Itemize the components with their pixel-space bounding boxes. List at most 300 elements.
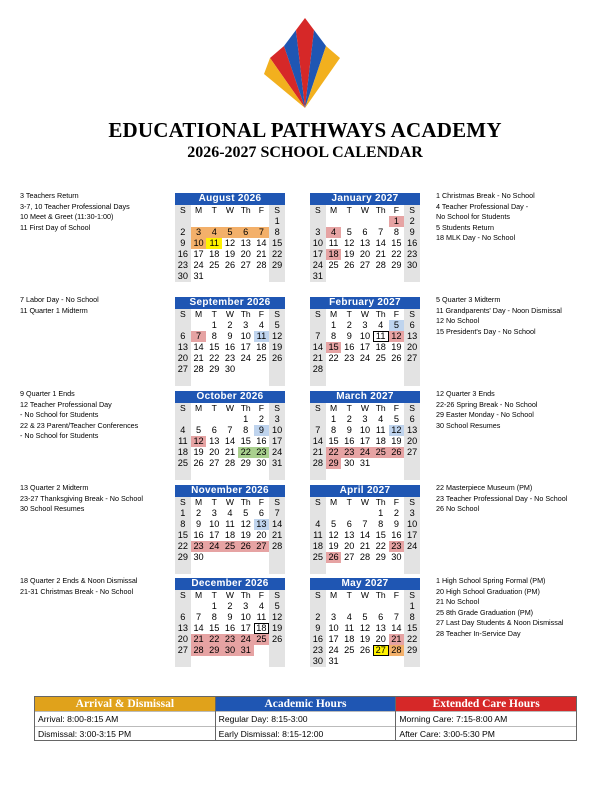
weekday-label: W: [360, 205, 370, 215]
day-cell: 4: [310, 519, 326, 530]
day-cell: 15: [391, 238, 402, 248]
empty-day-cell: [206, 271, 222, 282]
day-cell: 4: [346, 612, 352, 622]
month-grid: [175, 590, 285, 667]
weekday-label: Th: [375, 403, 386, 413]
day-cell: 3: [310, 227, 326, 238]
empty-day-cell: [254, 216, 270, 227]
day-cell: 29: [175, 552, 191, 563]
weekday-label: T: [211, 497, 217, 507]
empty-day-cell: [191, 320, 207, 331]
day-cell: 24: [206, 541, 222, 552]
empty-day-cell: [389, 469, 405, 480]
empty-day-cell: [404, 469, 420, 480]
day-cell: 20: [344, 541, 355, 551]
day-cell: 22: [328, 353, 339, 363]
weekday-label: F: [393, 403, 400, 413]
empty-day-cell: [269, 645, 285, 656]
day-cell: 2: [346, 414, 352, 424]
day-cell: 7: [269, 508, 285, 519]
note-line: - No School for Students: [20, 431, 99, 441]
day-cell: 15: [375, 530, 386, 540]
day-cell: 31: [328, 656, 339, 666]
day-cell: 5: [196, 425, 202, 435]
empty-day-cell: [254, 271, 270, 282]
empty-day-cell: [222, 656, 238, 667]
weekday-label: T: [211, 309, 217, 319]
weekday-label: F: [258, 403, 265, 413]
weekday-label: T: [211, 403, 217, 413]
empty-day-cell: [254, 645, 270, 656]
day-cell: 17: [193, 249, 204, 259]
empty-day-cell: [175, 375, 191, 386]
note-line: 30 School Resumes: [436, 420, 501, 430]
day-cell: 14: [310, 342, 326, 353]
day-cell: 17: [310, 249, 326, 260]
calendar-april-2027: [310, 485, 420, 574]
day-cell: 26: [269, 353, 285, 364]
empty-day-cell: [357, 656, 373, 667]
day-cell: 4: [227, 508, 233, 518]
day-cell: 24: [269, 447, 285, 458]
empty-day-cell: [206, 552, 222, 563]
empty-day-cell: [191, 375, 207, 386]
day-cell: 13: [175, 623, 191, 634]
empty-day-cell: [269, 552, 285, 563]
empty-day-cell: [389, 364, 405, 375]
empty-day-cell: [357, 601, 373, 612]
weekday-label: M: [329, 590, 338, 600]
day-cell: 22: [375, 541, 386, 551]
day-cell: 27: [359, 260, 371, 270]
empty-day-cell: [222, 552, 238, 563]
day-cell: 9: [346, 331, 352, 341]
day-cell: 11: [256, 612, 267, 622]
empty-day-cell: [326, 563, 342, 574]
day-cell: 21: [310, 447, 326, 458]
day-cell: 31: [238, 645, 254, 656]
day-cell: 12: [389, 425, 405, 436]
day-cell: 2: [175, 227, 191, 238]
day-cell: 14: [193, 342, 204, 352]
notes-august: [20, 191, 130, 233]
day-cell: 22: [209, 353, 220, 363]
empty-day-cell: [254, 552, 270, 563]
day-cell: 25: [175, 458, 191, 469]
notes-may: [436, 576, 563, 640]
weekday-label: F: [393, 309, 400, 319]
note-line: 18 Quarter 2 Ends & Noon Dismissal: [20, 576, 138, 585]
day-cell: 13: [404, 331, 420, 342]
weekday-label: T: [346, 309, 352, 319]
weekday-label: S: [175, 403, 191, 414]
day-cell: 11: [344, 623, 355, 633]
empty-day-cell: [357, 469, 373, 480]
day-cell: 13: [344, 530, 355, 540]
empty-day-cell: [206, 375, 222, 386]
empty-day-cell: [254, 656, 270, 667]
month-title: February 2027: [310, 297, 420, 309]
day-cell: 18: [310, 541, 326, 552]
day-cell: 8: [243, 425, 249, 435]
day-cell: 12: [344, 238, 355, 248]
notes-march: [436, 389, 537, 431]
day-cell: 26: [269, 634, 285, 645]
day-cell: 27: [175, 645, 191, 656]
weekday-label: S: [269, 309, 285, 320]
calendar-august-2026: [175, 193, 285, 282]
day-cell: 12: [269, 612, 285, 623]
calendar-november-2026: [175, 485, 285, 574]
day-cell: 2: [393, 508, 399, 518]
empty-day-cell: [326, 375, 342, 386]
note-line: 11 Quarter 1 Midterm: [20, 305, 88, 315]
day-cell: 26: [193, 458, 204, 468]
month-title: April 2027: [310, 485, 420, 497]
regular-day-hours: Regular Day: 8:15-3:00: [216, 711, 396, 726]
empty-day-cell: [357, 563, 373, 574]
day-cell: 16: [224, 623, 236, 633]
day-cell: 1: [331, 414, 337, 424]
empty-day-cell: [326, 271, 342, 282]
empty-day-cell: [238, 364, 254, 375]
day-cell: 4: [326, 227, 342, 238]
day-cell: 6: [404, 414, 420, 425]
day-cell: 8: [211, 612, 217, 622]
day-cell: 18: [344, 634, 355, 644]
day-cell: 9: [346, 425, 352, 435]
empty-day-cell: [389, 375, 405, 386]
day-cell: 5: [269, 601, 285, 612]
day-cell: 28: [359, 552, 371, 562]
day-cell: 13: [175, 342, 191, 353]
empty-day-cell: [373, 469, 389, 480]
day-cell: 5: [389, 320, 405, 331]
day-cell: 30: [224, 364, 236, 374]
empty-day-cell: [191, 656, 207, 667]
weekday-label: Th: [375, 309, 386, 319]
day-cell: 2: [196, 508, 202, 518]
note-line: 11 Grandparents' Day - Noon Dismissal: [436, 305, 562, 315]
note-line: 12 Teacher Professional Day: [20, 399, 112, 409]
day-cell: 4: [175, 425, 191, 436]
month-title: October 2026: [175, 391, 285, 403]
weekday-label: S: [404, 309, 420, 320]
academy-logo: [262, 16, 348, 110]
day-cell: 10: [209, 519, 220, 529]
empty-day-cell: [191, 563, 207, 574]
day-cell: 5: [346, 227, 352, 237]
day-cell: 25: [373, 447, 389, 458]
day-cell: 29: [269, 260, 285, 271]
day-cell: 27: [373, 645, 389, 656]
weekday-label: W: [360, 497, 370, 507]
weekday-label: S: [269, 497, 285, 508]
day-cell: 27: [254, 541, 270, 552]
empty-day-cell: [206, 216, 222, 227]
note-line: 22 Masterpiece Museum (PM): [436, 483, 533, 492]
weekday-label: M: [194, 590, 203, 600]
day-cell: 20: [404, 342, 420, 353]
weekday-label: T: [346, 590, 352, 600]
school-name: EDUCATIONAL PATHWAYS ACADEMY: [108, 118, 502, 142]
empty-day-cell: [357, 271, 373, 282]
day-cell: 6: [362, 227, 368, 237]
day-cell: 18: [175, 447, 191, 458]
day-cell: 24: [357, 447, 373, 458]
day-cell: 24: [240, 353, 251, 363]
day-cell: 14: [256, 238, 267, 248]
empty-day-cell: [341, 508, 357, 519]
day-cell: 9: [254, 425, 270, 436]
day-cell: 22: [326, 447, 342, 458]
day-cell: 3: [243, 320, 249, 330]
day-cell: 24: [238, 634, 254, 645]
day-cell: 28: [269, 541, 285, 552]
day-cell: 23: [222, 634, 238, 645]
notes-october: [20, 389, 138, 442]
day-cell: 30: [404, 260, 420, 271]
empty-day-cell: [269, 469, 285, 480]
weekday-label: W: [225, 403, 235, 413]
day-cell: 11: [328, 238, 339, 248]
note-line: 20 High School Graduation (PM): [436, 586, 540, 596]
day-cell: 29: [391, 260, 402, 270]
weekday-label: F: [393, 205, 400, 215]
day-cell: 19: [344, 249, 355, 259]
month-title: December 2026: [175, 578, 285, 590]
day-cell: 19: [224, 249, 236, 259]
day-cell: 19: [328, 541, 339, 551]
day-cell: 31: [193, 271, 204, 281]
note-line: 21-31 Christmas Break - No School: [20, 586, 134, 596]
day-cell: 20: [375, 634, 386, 644]
empty-day-cell: [238, 469, 254, 480]
day-cell: 4: [258, 320, 264, 330]
note-line: 25 8th Grade Graduation (PM): [436, 607, 534, 617]
day-cell: 16: [193, 530, 204, 540]
weekday-label: W: [360, 309, 370, 319]
day-cell: 7: [310, 425, 326, 436]
day-cell: 31: [310, 271, 326, 282]
day-cell: 23: [404, 249, 420, 260]
academic-hours-header: Academic Hours: [216, 697, 396, 711]
day-cell: 30: [175, 271, 191, 282]
day-cell: 19: [391, 342, 402, 352]
day-cell: 8: [404, 612, 420, 623]
day-cell: 23: [254, 447, 270, 458]
day-cell: 19: [269, 623, 285, 634]
empty-day-cell: [191, 216, 207, 227]
day-cell: 7: [254, 227, 270, 238]
day-cell: 20: [240, 249, 251, 259]
weekday-label: F: [393, 590, 400, 600]
empty-day-cell: [404, 552, 420, 563]
day-cell: 8: [331, 425, 337, 435]
empty-day-cell: [222, 375, 238, 386]
empty-day-cell: [175, 563, 191, 574]
day-cell: 6: [346, 519, 352, 529]
note-line: No School for Students: [436, 212, 510, 222]
day-cell: 8: [331, 331, 337, 341]
day-cell: 25: [256, 353, 267, 363]
day-cell: 4: [378, 320, 384, 330]
day-cell: 26: [391, 353, 402, 363]
weekday-label: F: [258, 309, 265, 319]
day-cell: 7: [362, 519, 368, 529]
empty-day-cell: [222, 216, 238, 227]
weekday-label: S: [175, 205, 191, 216]
empty-day-cell: [373, 216, 389, 227]
day-cell: 3: [404, 508, 420, 519]
day-cell: 6: [378, 612, 384, 622]
notes-september: [20, 295, 99, 316]
day-cell: 28: [256, 260, 267, 270]
empty-day-cell: [175, 656, 191, 667]
day-cell: 16: [344, 436, 355, 446]
weekday-label: Th: [240, 403, 251, 413]
month-grid: [310, 403, 420, 480]
empty-day-cell: [206, 563, 222, 574]
day-cell: 17: [404, 530, 420, 541]
day-cell: 12: [240, 519, 251, 529]
note-line: 13 Quarter 2 Midterm: [20, 483, 89, 492]
day-cell: 19: [359, 634, 371, 644]
day-cell: 31: [359, 458, 371, 468]
day-cell: 16: [404, 238, 420, 249]
day-cell: 19: [240, 530, 251, 540]
empty-day-cell: [404, 656, 420, 667]
day-cell: 3: [331, 612, 337, 622]
day-cell: 10: [359, 331, 371, 341]
day-cell: 25: [344, 645, 355, 655]
day-cell: 25: [222, 541, 238, 552]
month-grid: [175, 403, 285, 480]
empty-day-cell: [269, 364, 285, 375]
empty-day-cell: [269, 271, 285, 282]
empty-day-cell: [175, 469, 191, 480]
note-line: 7 Labor Day - No School: [20, 295, 99, 304]
day-cell: 14: [269, 519, 285, 530]
day-cell: 20: [175, 634, 191, 645]
month-title: March 2027: [310, 391, 420, 403]
day-cell: 25: [328, 260, 339, 270]
weekday-label: F: [258, 205, 265, 215]
extended-care-column: [396, 697, 576, 740]
day-cell: 11: [373, 331, 389, 342]
day-cell: 9: [196, 519, 202, 529]
calendar-february-2027: [310, 297, 420, 386]
day-cell: 28: [389, 645, 405, 656]
day-cell: 30: [193, 552, 204, 562]
day-cell: 2: [310, 612, 326, 623]
note-line: 27 Last Day Students & Noon Dismissal: [436, 618, 564, 628]
weekday-label: M: [194, 309, 203, 319]
empty-day-cell: [175, 414, 191, 425]
month-title: September 2026: [175, 297, 285, 309]
day-cell: 9: [310, 623, 326, 634]
day-cell: 11: [310, 530, 326, 541]
day-cell: 21: [359, 541, 371, 551]
day-cell: 6: [404, 320, 420, 331]
weekday-label: M: [329, 403, 338, 413]
notes-february: [436, 295, 562, 337]
day-cell: 28: [224, 458, 236, 468]
day-cell: 14: [359, 530, 371, 540]
day-cell: 9: [175, 238, 191, 249]
weekday-label: S: [310, 205, 326, 216]
day-cell: 5: [269, 320, 285, 331]
day-cell: 26: [389, 447, 405, 458]
day-cell: 10: [328, 623, 339, 633]
empty-day-cell: [389, 458, 405, 469]
note-line: 23-27 Thanksgiving Break - No School: [20, 493, 143, 503]
day-cell: 6: [258, 508, 264, 518]
day-cell: 12: [389, 331, 405, 342]
day-cell: 9: [227, 331, 233, 341]
day-cell: 20: [256, 530, 267, 540]
day-cell: 2: [258, 414, 264, 424]
weekday-label: F: [258, 497, 265, 507]
note-line: 12 No School: [436, 316, 480, 326]
arrival-time: Arrival: 8:00-8:15 AM: [35, 711, 215, 726]
empty-day-cell: [206, 414, 222, 425]
day-cell: 9: [404, 227, 420, 238]
empty-day-cell: [404, 375, 420, 386]
day-cell: 7: [310, 331, 326, 342]
day-cell: 21: [193, 353, 204, 363]
weekday-label: M: [329, 497, 338, 507]
note-line: 1 High School Spring Formal (PM): [436, 576, 546, 585]
empty-day-cell: [341, 375, 357, 386]
after-care-hours: After Care: 3:00-5:30 PM: [396, 726, 576, 741]
day-cell: 7: [393, 612, 399, 622]
weekday-label: W: [360, 403, 370, 413]
day-cell: 2: [227, 320, 233, 330]
day-cell: 16: [256, 436, 267, 446]
day-cell: 2: [346, 320, 352, 330]
empty-day-cell: [254, 563, 270, 574]
day-cell: 22: [238, 447, 254, 458]
day-cell: 26: [344, 260, 355, 270]
day-cell: 17: [359, 342, 371, 352]
weekday-label: Th: [240, 309, 251, 319]
day-cell: 8: [378, 519, 384, 529]
day-cell: 11: [225, 519, 235, 529]
day-cell: 27: [240, 260, 251, 270]
note-line: 29 Easter Monday - No School: [436, 410, 534, 420]
day-cell: 29: [240, 458, 251, 468]
arrival-dismissal-column: [35, 697, 216, 740]
day-cell: 28: [375, 260, 386, 270]
day-cell: 15: [175, 530, 191, 541]
day-cell: 16: [344, 342, 355, 352]
day-cell: 29: [375, 552, 386, 562]
note-line: 1 Christmas Break - No School: [436, 191, 535, 200]
empty-day-cell: [310, 508, 326, 519]
day-cell: 21: [191, 634, 207, 645]
day-cell: 15: [404, 623, 420, 634]
empty-day-cell: [404, 364, 420, 375]
weekday-label: S: [269, 403, 285, 414]
day-cell: 15: [326, 342, 342, 353]
day-cell: 1: [404, 601, 420, 612]
empty-day-cell: [357, 364, 373, 375]
day-cell: 14: [375, 238, 386, 248]
empty-day-cell: [341, 216, 357, 227]
note-line: - No School for Students: [20, 410, 99, 420]
month-title: January 2027: [310, 193, 420, 205]
